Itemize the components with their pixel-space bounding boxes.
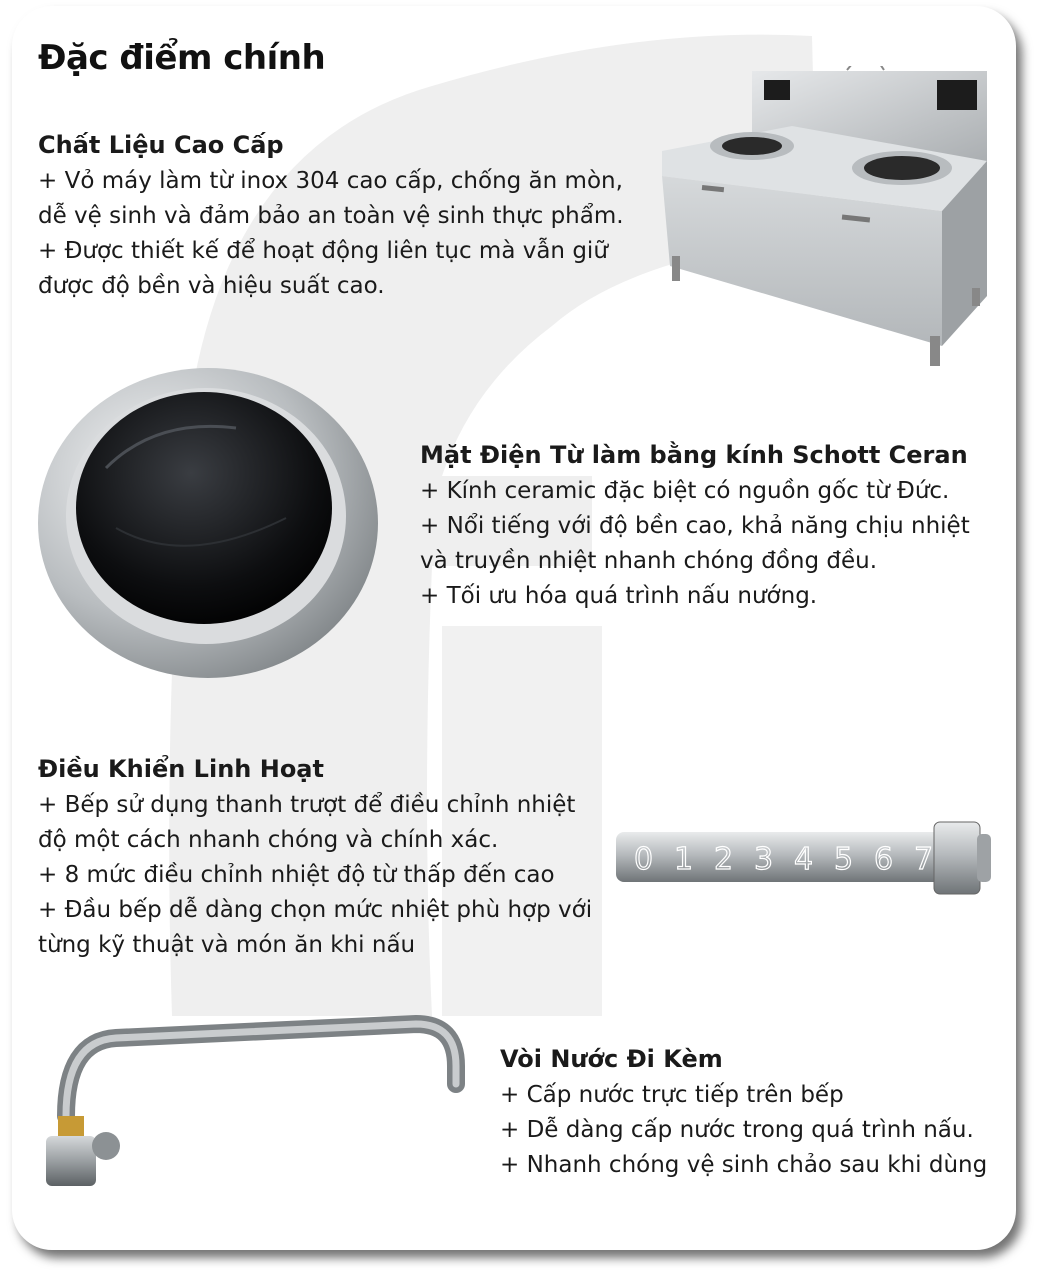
section-line: + Đầu bếp dễ dàng chọn mức nhiệt phù hợp với xyxy=(38,897,593,923)
section-line: được độ bền và hiệu suất cao. xyxy=(38,273,385,299)
induction-stove-image xyxy=(652,66,992,376)
schott-ceran-bowl-image xyxy=(36,368,386,688)
section-line: + Kính ceramic đặc biệt có nguồn gốc từ Đức. xyxy=(420,478,950,504)
section-line: độ một cách nhanh chóng và chính xác. xyxy=(38,827,499,853)
section-schott-ceran xyxy=(420,438,1010,614)
section-heading: Mặt Điện Từ làm bằng kính Schott Ceran xyxy=(420,441,968,469)
slider-number: 2 xyxy=(714,842,734,877)
section-line: + Nhanh chóng vệ sinh chảo sau khi dùng xyxy=(500,1152,988,1178)
feature-card xyxy=(12,6,1016,1250)
section-heading: Điều Khiển Linh Hoạt xyxy=(38,755,324,783)
slider-number: 4 xyxy=(794,842,814,877)
section-line: + Bếp sử dụng thanh trượt để điều chỉnh nhiệt xyxy=(38,792,576,818)
page-title: Đặc điểm chính xyxy=(38,38,326,78)
section-line: + Nổi tiếng với độ bền cao, khả năng chịu nhiệt xyxy=(420,513,970,539)
section-heading: Vòi Nước Đi Kèm xyxy=(500,1045,723,1073)
heat-slider-image xyxy=(612,814,1002,904)
slider-number: 6 xyxy=(874,842,894,877)
section-line: + Được thiết kế để hoạt động liên tục mà vẫn giữ xyxy=(38,238,608,264)
section-line: từng kỹ thuật và món ăn khi nấu xyxy=(38,932,416,958)
section-line: + Tối ưu hóa quá trình nấu nướng. xyxy=(420,583,818,609)
section-line: + Vỏ máy làm từ inox 304 cao cấp, chống ăn mòn, xyxy=(38,168,623,194)
section-control xyxy=(38,752,628,963)
slider-number: 7 xyxy=(914,842,934,877)
water-faucet-image xyxy=(36,996,476,1196)
section-line: + Cấp nước trực tiếp trên bếp xyxy=(500,1082,844,1108)
slider-number: 0 xyxy=(634,842,654,877)
section-line: và truyền nhiệt nhanh chóng đồng đều. xyxy=(420,548,878,574)
slider-number: 3 xyxy=(754,842,774,877)
slider-number: 5 xyxy=(834,842,854,877)
section-material xyxy=(38,128,658,304)
section-line: + 8 mức điều chỉnh nhiệt độ từ thấp đến cao xyxy=(38,862,555,888)
slider-number: 1 xyxy=(674,842,694,877)
section-heading: Chất Liệu Cao Cấp xyxy=(38,131,284,159)
section-line: dễ vệ sinh và đảm bảo an toàn vệ sinh thực phẩm. xyxy=(38,203,624,229)
section-faucet xyxy=(500,1042,1010,1183)
section-line: + Dễ dàng cấp nước trong quá trình nấu. xyxy=(500,1117,974,1143)
